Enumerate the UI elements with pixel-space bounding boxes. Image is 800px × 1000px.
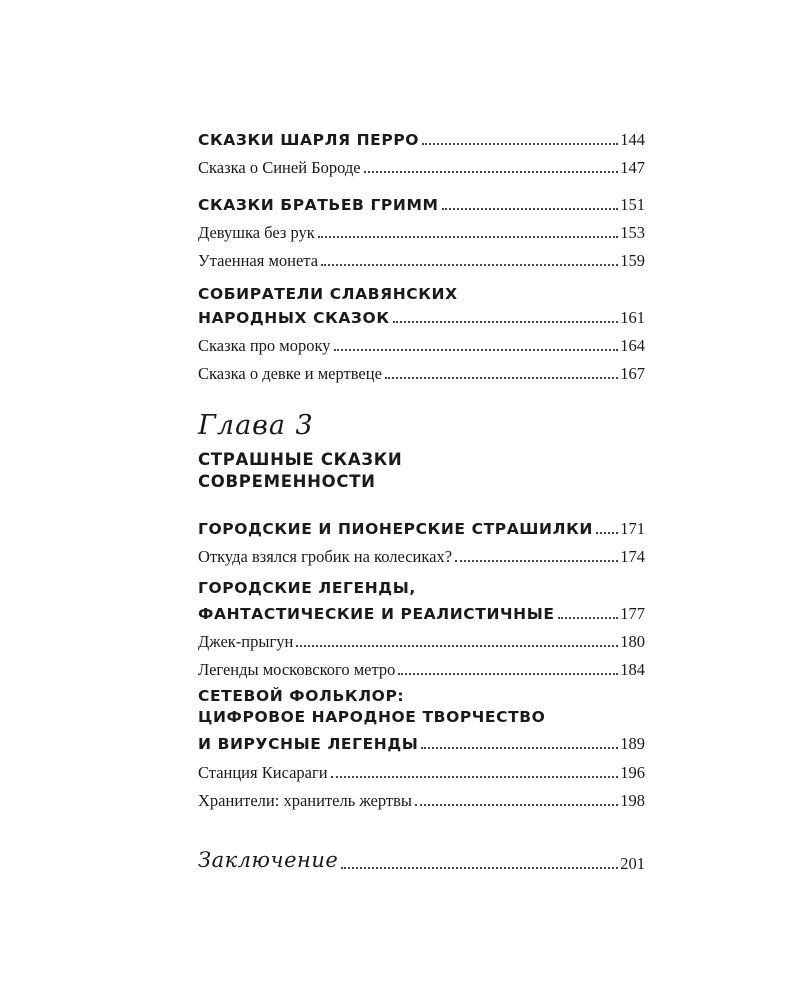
toc-item[interactable] [198,652,645,678]
leader-dots [442,208,619,210]
section-heading-line2: НАРОДНЫХ СКАЗОК [198,308,390,327]
leader-dots [321,264,618,266]
toc-item[interactable] [198,783,645,809]
section-heading-line2: ЦИФРОВОЕ НАРОДНОЕ ТВОРЧЕСТВО [198,708,546,726]
toc-conclusion[interactable] [198,842,645,872]
leader-dots [596,532,618,534]
page-number: 174 [620,546,645,566]
section-heading-line1: СЕТЕВОЙ ФОЛЬКЛОР: [198,687,405,705]
chapter-title-line1: СТРАШНЫЕ СКАЗКИ [198,450,403,469]
page-number: 161 [620,307,645,327]
page-number: 151 [620,194,645,214]
section-heading: СКАЗКИ БРАТЬЕВ ГРИММ [198,195,439,214]
leader-dots [398,673,618,675]
toc-item[interactable] [198,356,645,382]
leader-dots [558,617,619,619]
toc-item[interactable] [198,755,645,781]
toc-item-title: Откуда взялся гробик на колесиках? [198,546,453,566]
leader-dots [318,236,618,238]
page-number: 198 [620,790,645,810]
leader-dots [296,645,618,647]
page-number: 153 [620,222,645,242]
toc-item[interactable] [198,243,645,269]
chapter-label: Глава 3 [198,410,314,441]
leader-dots [385,377,618,379]
leader-dots [364,171,619,173]
page-number: 184 [620,659,645,679]
toc-section-legends[interactable] [198,596,645,622]
toc-item-title: Джек-прыгун [198,631,294,651]
section-heading: ГОРОДСКИЕ И ПИОНЕРСКИЕ СТРАШИЛКИ [198,519,593,538]
section-heading-line1: СОБИРАТЕЛИ СЛАВЯНСКИХ [198,285,458,303]
page-number: 177 [620,603,645,623]
section-heading: СКАЗКИ ШАРЛЯ ПЕРРО [198,130,420,149]
toc-item[interactable] [198,539,645,565]
leader-dots [331,776,619,778]
toc-item-title: Сказка о девке и мертвеце [198,363,382,383]
page-number: 196 [620,762,645,782]
leader-dots [415,804,618,806]
page-number: 167 [620,363,645,383]
toc-item[interactable] [198,150,645,176]
toc-item-title: Хранители: хранитель жертвы [198,790,412,810]
toc-item-title: Сказка о Синей Бороде [198,157,361,177]
toc-item[interactable] [198,215,645,241]
leader-dots [334,349,619,351]
leader-dots [421,747,618,749]
section-heading-line2: ФАНТАСТИЧЕСКИЕ И РЕАЛИСТИЧНЫЕ [198,604,555,623]
toc-item[interactable] [198,624,645,650]
toc-item-title: Станция Кисараги [198,762,328,782]
section-heading-line3: И ВИРУСНЫЕ ЛЕГЕНДЫ [198,734,419,753]
toc-section-netfolk[interactable] [198,726,645,752]
toc-item-title: Легенды московского метро [198,659,396,679]
toc-section-slavic[interactable] [198,300,645,326]
section-heading-line1: ГОРОДСКИЕ ЛЕГЕНДЫ, [198,579,416,597]
page-number: 147 [620,157,645,177]
page-number: 189 [620,733,645,753]
leader-dots [455,560,618,562]
conclusion-label: Заключение [198,848,339,872]
leader-dots [393,321,619,323]
page-number: 144 [620,129,645,149]
chapter-title-line2: СОВРЕМЕННОСТИ [198,472,376,491]
leader-dots [422,143,618,145]
toc-section-pioneer[interactable] [198,511,645,537]
page-number: 171 [620,518,645,538]
page-number: 201 [620,853,645,873]
toc-section-perrault[interactable] [198,122,645,148]
toc-section-grimm[interactable] [198,187,645,213]
toc-item[interactable] [198,328,645,354]
toc-item-title: Сказка про мороку [198,335,331,355]
table-of-contents [198,0,645,1000]
toc-item-title: Девушка без рук [198,222,315,242]
page-number: 164 [620,335,645,355]
page-number: 159 [620,250,645,270]
leader-dots [341,867,618,869]
page-number: 180 [620,631,645,651]
toc-item-title: Утаенная монета [198,250,319,270]
